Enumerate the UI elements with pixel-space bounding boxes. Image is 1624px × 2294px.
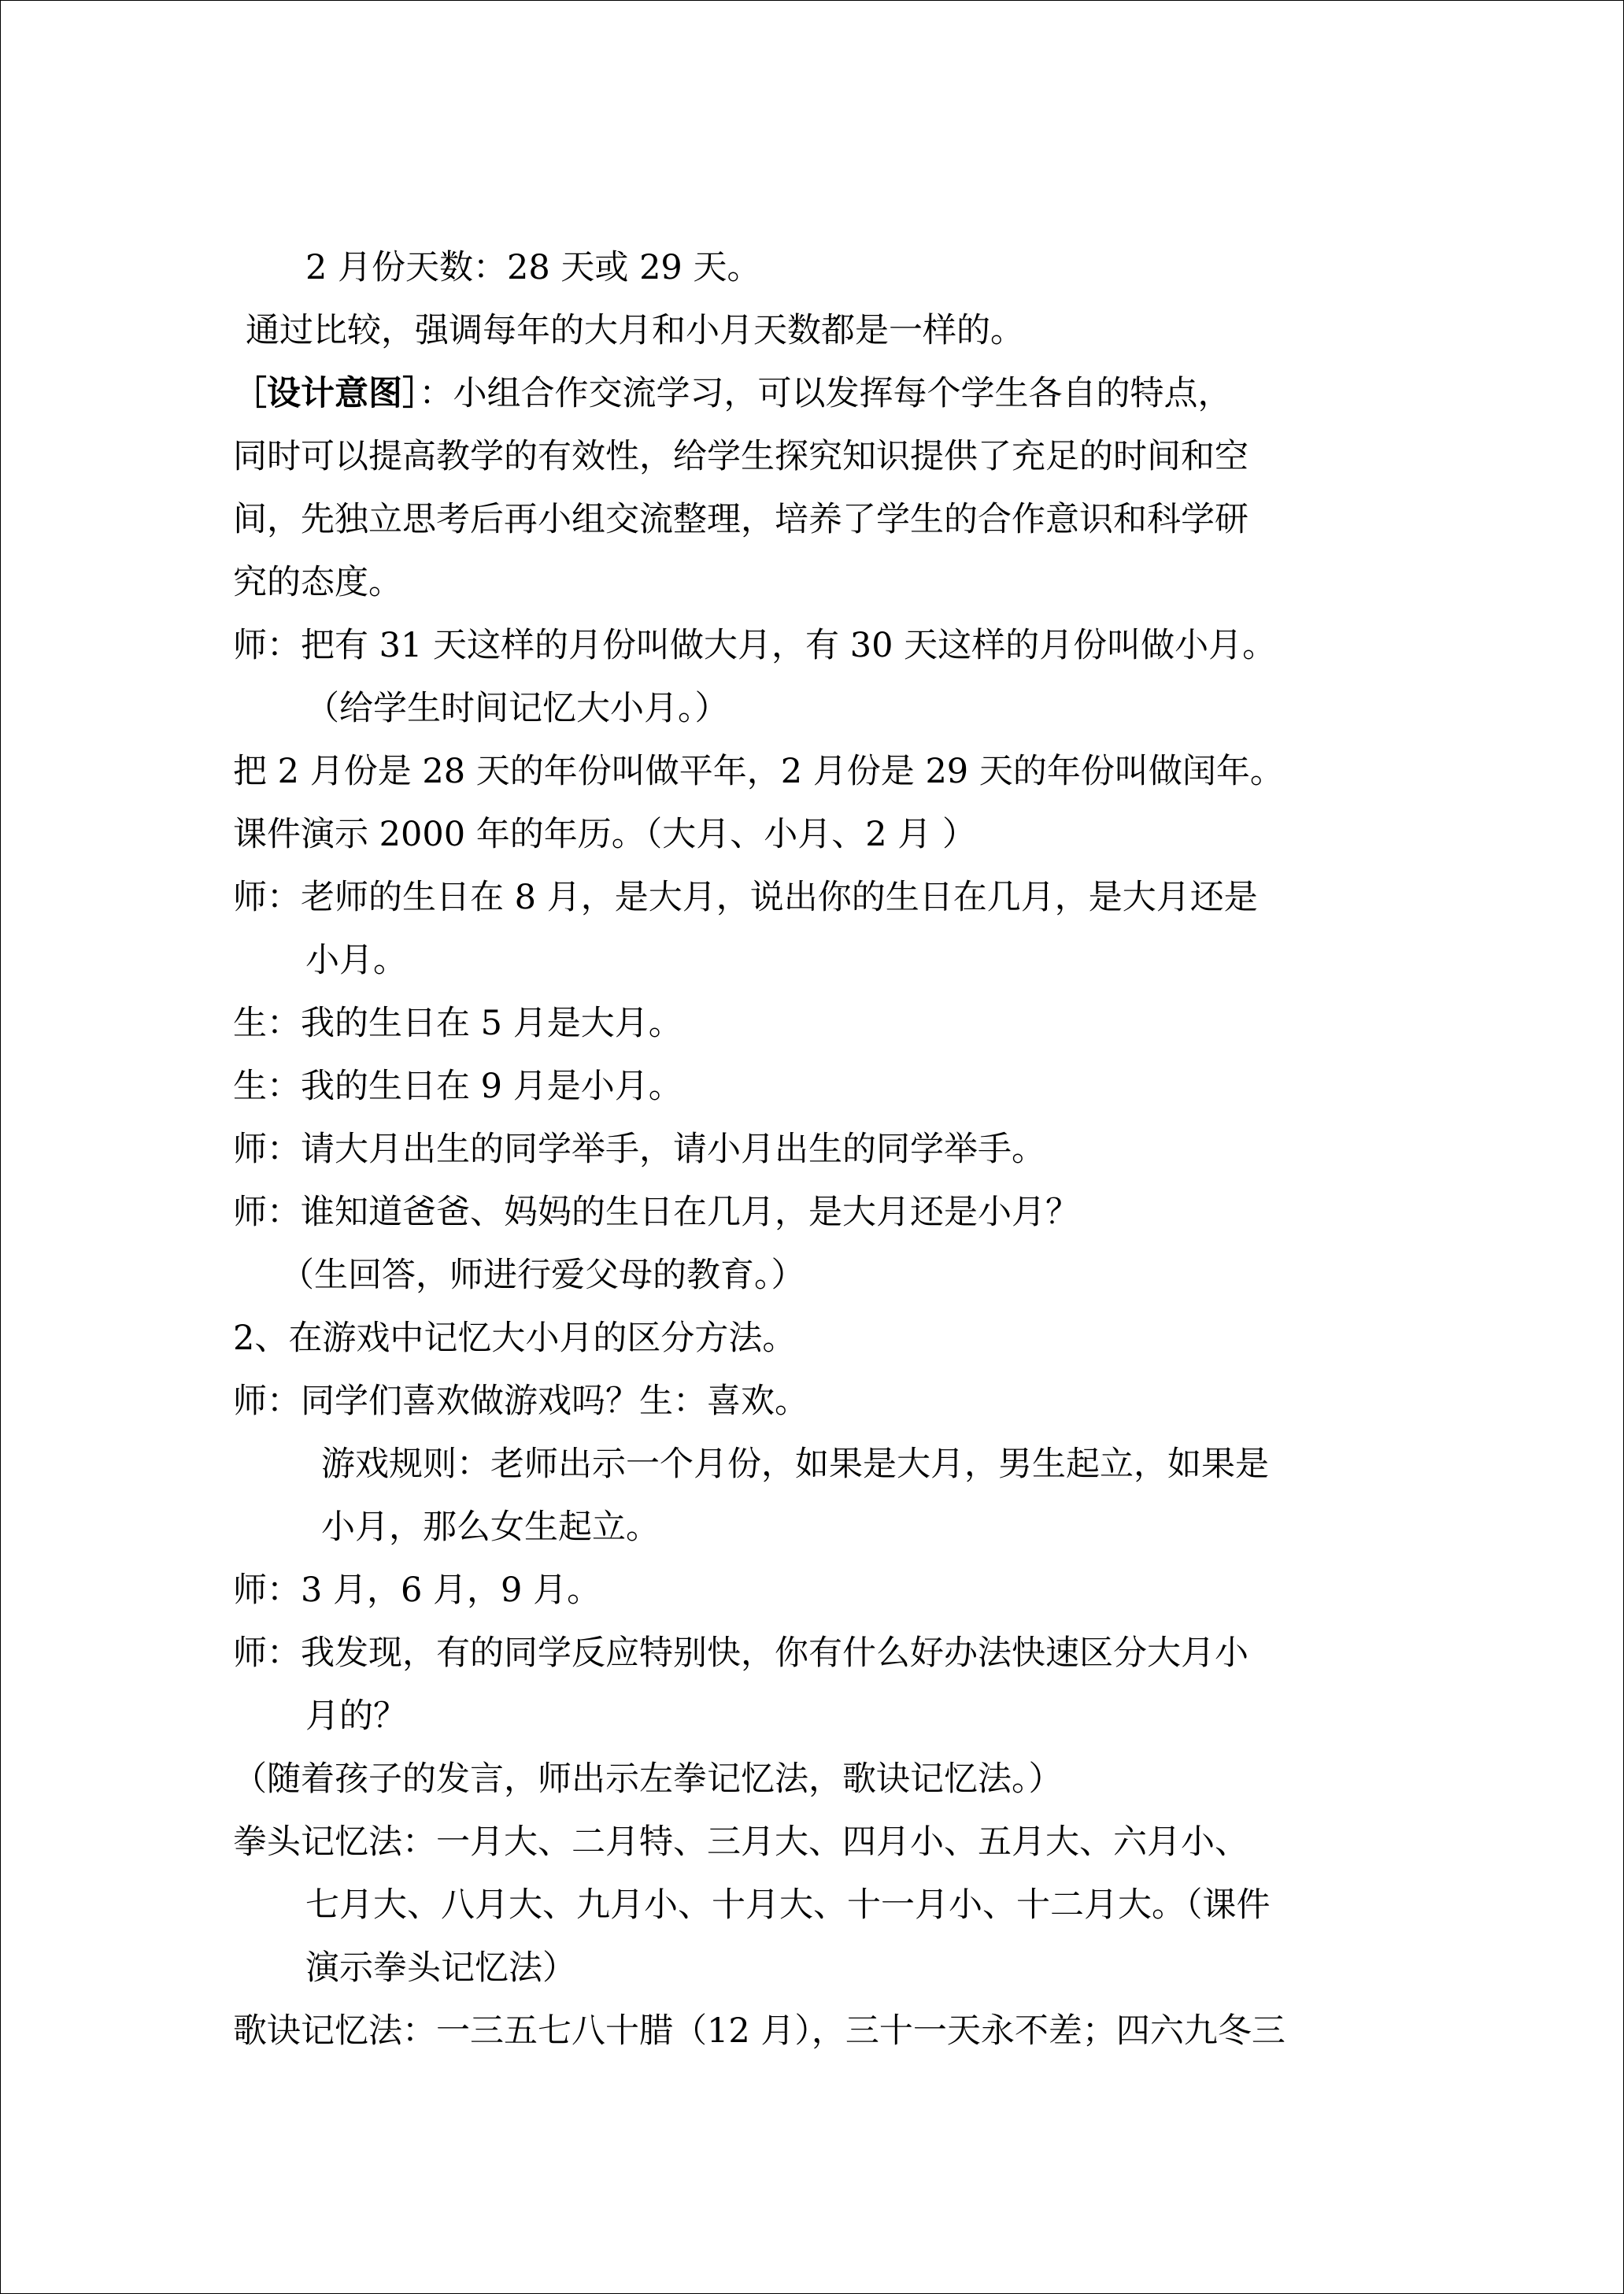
- text-line: 师：同学们喜欢做游戏吗？生：喜欢。: [233, 1382, 808, 1421]
- text-line: 游戏规则：老师出示一个月份，如果是大月，男生起立，如果是: [321, 1445, 1269, 1484]
- text-line: 月的？: [305, 1696, 407, 1736]
- text-line: 小月，那么女生起立。: [321, 1508, 660, 1547]
- text-line: 同时可以提高教学的有效性，给学生探究知识提供了充足的时间和空: [233, 437, 1249, 476]
- text-line: （生回答，师进行爱父母的教育。）: [280, 1256, 805, 1295]
- text-line: 师：老师的生日在 8 月，是大月，说出你的生日在几月，是大月还是: [233, 878, 1258, 917]
- text-line: 师：3 月，6 月，9 月。: [233, 1571, 601, 1610]
- text-line: 拳头记忆法：一月大、二月特、三月大、四月小、五月大、六月小、: [233, 1822, 1249, 1862]
- text-line: 间，先独立思考后再小组交流整理，培养了学生的合作意识和科学研: [233, 500, 1249, 539]
- text-line: 师：我发现，有的同学反应特别快，你有什么好办法快速区分大月小: [233, 1634, 1249, 1673]
- text-line: （随着孩子的发言，师出示左拳记忆法，歌诀记忆法。）: [233, 1759, 1063, 1799]
- text-line: 通过比较，强调每年的大月和小月天数都是一样的。: [246, 311, 1024, 350]
- text-line: 师：把有 31 天这样的月份叫做大月，有 30 天这样的月份叫做小月。: [233, 626, 1277, 665]
- text-line: 七月大、八月大、九月小、十月大、十一月小、十二月大。（课件: [305, 1885, 1271, 1925]
- text-line: 2、在游戏中记忆大小月的区分方法。: [233, 1319, 797, 1358]
- design-intent-text: ：小组合作交流学习，可以发挥每个学生各自的特点，: [419, 374, 1232, 413]
- design-intent-heading: ［设计意图］: [233, 374, 420, 413]
- text-line: 2 月份天数：28 天或 29 天。: [305, 248, 761, 287]
- text-line: 师：谁知道爸爸、妈妈的生日在几月，是大月还是小月？: [233, 1193, 1079, 1232]
- text-line: （给学生时间记忆大小月。）: [305, 689, 729, 728]
- text-line: 把 2 月份是 28 天的年份叫做平年，2 月份是 29 天的年份叫做闰年。: [233, 752, 1284, 791]
- text-line: 师：请大月出生的同学举手，请小月出生的同学举手。: [233, 1130, 1045, 1169]
- text-line: 小月。: [305, 941, 407, 980]
- text-line: 生：我的生日在 9 月是小月。: [233, 1067, 683, 1106]
- text-line: 歌诀记忆法：一三五七八十腊（12 月），三十一天永不差；四六九冬三: [233, 2011, 1286, 2051]
- text-line: 演示拳头记忆法）: [305, 1948, 576, 1988]
- text-line: 究的态度。: [233, 563, 402, 602]
- text-line: 生：我的生日在 5 月是大月。: [233, 1004, 683, 1043]
- document-body: [233, 236, 1398, 2063]
- text-line: 课件演示 2000 年的年历。（大月、小月、2 月 ）: [233, 815, 976, 854]
- text-line: [233, 362, 1398, 425]
